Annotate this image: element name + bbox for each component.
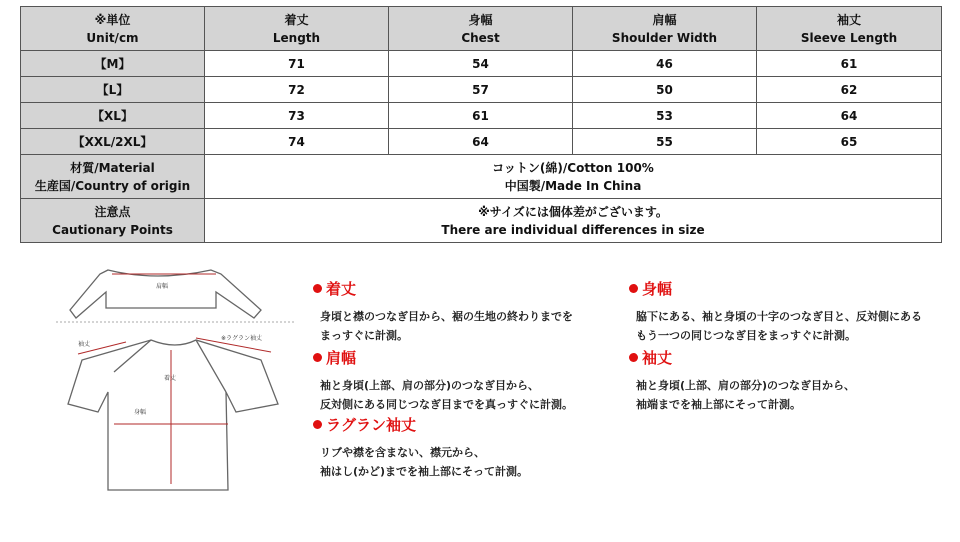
size-label: 【XL】 bbox=[21, 103, 205, 129]
desc-line: 袖と身頃(上部、肩の部分)のつなぎ目から、 bbox=[636, 379, 856, 392]
table-cell: 74 bbox=[205, 129, 389, 155]
desc-line: 脇下にある、袖と身頃の十字のつなぎ目と、反対側にある bbox=[636, 310, 922, 323]
table-cell: 55 bbox=[573, 129, 757, 155]
desc-line: 反対側にある同じつなぎ目までを真っすぐに計測。 bbox=[320, 398, 573, 411]
table-cell: 64 bbox=[757, 103, 942, 129]
caution-row bbox=[21, 199, 942, 243]
tshirt-flat-outline bbox=[70, 270, 261, 318]
caution-label: 注意点 Cautionary Points bbox=[21, 199, 205, 243]
table-cell: 72 bbox=[205, 77, 389, 103]
desc-line: 袖と身頃(上部、肩の部分)のつなぎ目から、 bbox=[320, 379, 540, 392]
tshirt-diagram bbox=[56, 262, 296, 502]
table-cell: 50 bbox=[573, 77, 757, 103]
desc-line: まっすぐに計測。 bbox=[320, 329, 408, 342]
desc-line: 袖はし(かど)までを袖上部にそって計測。 bbox=[320, 465, 529, 478]
table-cell: 57 bbox=[389, 77, 573, 103]
header-sleeve: 袖丈 Sleeve Length bbox=[757, 7, 942, 51]
table-cell: 54 bbox=[389, 51, 573, 77]
size-label: 【L】 bbox=[21, 77, 205, 103]
header-length: 着丈 Length bbox=[205, 7, 389, 51]
bullet-icon bbox=[629, 353, 638, 362]
desc-line: もう一つの同じつなぎ目をまっすぐに計測。 bbox=[636, 329, 856, 342]
bullet-icon bbox=[313, 284, 322, 293]
material-value: コットン(綿)/Cotton 100% 中国製/Made In China bbox=[205, 155, 942, 199]
chest-label: 身幅 bbox=[134, 409, 147, 416]
desc-chest-title: 身幅 bbox=[629, 278, 922, 299]
desc-sleeve bbox=[629, 347, 855, 414]
raglan-label: ※ラグラン袖丈 bbox=[221, 335, 263, 342]
desc-length bbox=[313, 278, 573, 345]
desc-raglan-title: ラグラン袖丈 bbox=[313, 414, 528, 435]
size-label: 【M】 bbox=[21, 51, 205, 77]
table-cell: 73 bbox=[205, 103, 389, 129]
size-table bbox=[20, 6, 942, 243]
desc-line: 身頃と襟のつなぎ目から、裾の生地の終わりまでを bbox=[320, 310, 573, 323]
header-chest: 身幅 Chest bbox=[389, 7, 573, 51]
table-row bbox=[21, 129, 942, 155]
table-cell: 61 bbox=[757, 51, 942, 77]
length-label: 着丈 bbox=[164, 375, 177, 382]
material-row bbox=[21, 155, 942, 199]
material-label: 材質/Material 生産国/Country of origin bbox=[21, 155, 205, 199]
desc-chest bbox=[629, 278, 922, 345]
table-cell: 46 bbox=[573, 51, 757, 77]
caution-value: ※サイズには個体差がございます。 There are individual differences in size bbox=[205, 199, 942, 243]
table-cell: 65 bbox=[757, 129, 942, 155]
bullet-icon bbox=[313, 420, 322, 429]
size-label: 【XXL/2XL】 bbox=[21, 129, 205, 155]
desc-shoulder-title: 肩幅 bbox=[313, 347, 573, 368]
header-shoulder: 肩幅 Shoulder Width bbox=[573, 7, 757, 51]
table-row bbox=[21, 103, 942, 129]
sleeve-label: 袖丈 bbox=[78, 341, 91, 348]
table-header-row bbox=[21, 7, 942, 51]
desc-length-title: 着丈 bbox=[313, 278, 573, 299]
table-row bbox=[21, 77, 942, 103]
shoulder-label: 肩幅 bbox=[156, 283, 169, 290]
desc-line: 袖端までを袖上部にそって計測。 bbox=[636, 398, 801, 411]
desc-line: リブや襟を含まない、襟元から、 bbox=[320, 446, 485, 459]
bullet-icon bbox=[313, 353, 322, 362]
table-cell: 61 bbox=[389, 103, 573, 129]
table-cell: 64 bbox=[389, 129, 573, 155]
bullet-icon bbox=[629, 284, 638, 293]
table-cell: 71 bbox=[205, 51, 389, 77]
desc-shoulder bbox=[313, 347, 573, 414]
table-cell: 53 bbox=[573, 103, 757, 129]
desc-raglan bbox=[313, 414, 528, 481]
desc-sleeve-title: 袖丈 bbox=[629, 347, 855, 368]
tshirt-raglan-outline bbox=[68, 340, 278, 490]
header-unit: ※単位 Unit/cm bbox=[21, 7, 205, 51]
table-cell: 62 bbox=[757, 77, 942, 103]
table-row bbox=[21, 51, 942, 77]
